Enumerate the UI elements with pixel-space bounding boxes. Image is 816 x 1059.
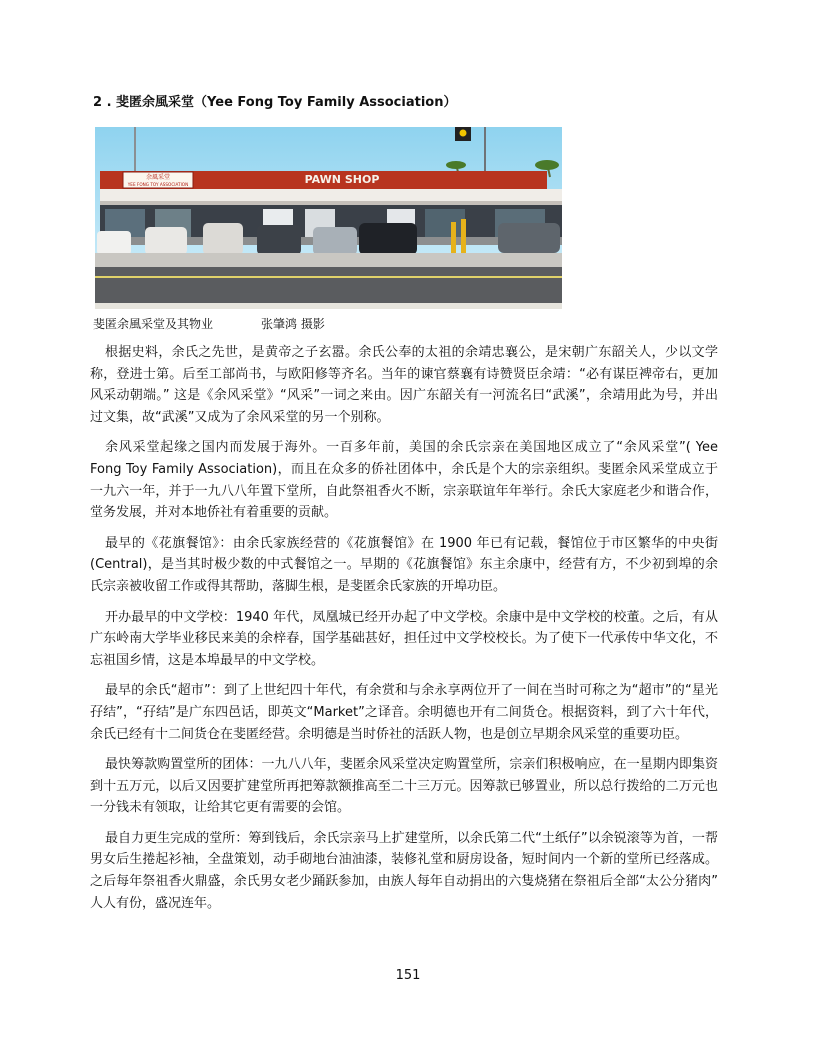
page-number: 151 [395, 968, 421, 983]
association-sign-english: YEE FONG TOY ASSOCIATION [127, 182, 189, 187]
paragraph-association-history: 余风采堂起缘之国内而发展于海外。一百多年前，美国的余氏宗亲在美国地区成立了“余风采堂”( Yee Fong Toy Family Association)，而且在众多的侨社团体中，余氏是个大的宗亲组织。斐匿余风采堂成立于一九六一年，并于一九八八年置下堂所，自此祭祖香火不断，宗亲联谊年年举行。余氏大家庭老少和谐合作，堂务发展，并对本地侨社有着重要的贡献。 [90, 440, 718, 521]
photo-caption [93, 316, 325, 332]
article-body [90, 342, 718, 923]
association-building-photo [95, 127, 562, 309]
paragraph-chinese-school: 开办最早的中文学校：1940 年代，凤凰城已经开办起了中文学校。余康中是中文学校的校董。之后，有从广东岭南大学毕业移民来美的余梓春，国学基础甚好，担任过中文学校校长。为了使下一代承传中华文化，不忘祖国乡情，这是本埠最早的中文学校。 [90, 609, 718, 668]
pawn-shop-sign: PAWN SHOP [304, 173, 380, 186]
paragraph-supermarket: 最早的余氏“超市”：到了上世纪四十年代，有余赏和与余永享两位开了一间在当时可称之为“超市”的“星光孖结”，“孖结”是广东四邑话，即英文“Market”之译音。余明德也开有二间货仓。根据资料，到了六十年代，余氏已经有十二间货仓在斐匿经营。余明德是当时侨社的活跃人物，也是创立早期余风采堂的重要功臣。 [90, 683, 718, 742]
paragraph-origin: 根据史料，余氏之先世，是黄帝之子玄嚣。余氏公奉的太祖的余靖忠襄公，是宋朝广东韶关人，少以文学称，登进士第。后至工部尚书，与欧阳修等齐名。当年的谏官蔡襄有诗赞贤臣余靖：“必有谋臣裨帝右，更加风采动朝端。” 这是《余风采堂》“风采”一词之来由。因广东韶关有一河流名曰“武溪”，余靖用此为号，并出过文集，故“武溪”又成为了余风采堂的另一个别称。 [90, 345, 718, 425]
association-sign-chinese: 余風采堂 [145, 174, 171, 181]
paragraph-self-reliance: 最自力更生完成的堂所：筹到钱后，余氏宗亲马上扩建堂所，以余氏第二代“土纸仔”以余锐滚等为首，一帮男女后生捲起衫袖，全盘策划，动手砌地台油油漆，装修礼堂和厨房设备，短时间内一个新的堂所已经落成。之后每年祭祖香火鼎盛，余氏男女老少踊跃参加，由族人每年自动捐出的六隻烧猪在祭祖后全部“太公分猪肉” 人人有份，盛况连年。 [90, 830, 718, 911]
paragraph-restaurant: 最早的《花旗餐馆》：由余氏家族经营的《花旗餐馆》在 1900 年已有记载，餐馆位于市区繁华的中央街(Central)，是当其时极少数的中式餐馆之一。早期的《花旗餐馆》东主余康中，经营有方，不少初到埠的余氏宗亲被收留工作或得其帮助，落脚生根，是斐匿余氏家族的开埠功臣。 [90, 535, 718, 594]
paragraph-fundraising: 最快筹款购置堂所的团体：一九八八年，斐匿余风采堂决定购置堂所，宗亲们积极响应，在一星期内即集资到十五万元，以后又因要扩建堂所再把筹款额推高至二十三万元。因筹款已够置业，所以总行拨给的二万元也一分钱未有领取，让给其它更有需要的会馆。 [90, 757, 718, 816]
section-heading: 2 . 斐匿余風采堂（Yee Fong Toy Family Association） [93, 95, 457, 110]
caption-title: 斐匿余風采堂及其物业 [93, 317, 214, 331]
caption-credit: 张肇鸿 摄影 [261, 317, 325, 331]
